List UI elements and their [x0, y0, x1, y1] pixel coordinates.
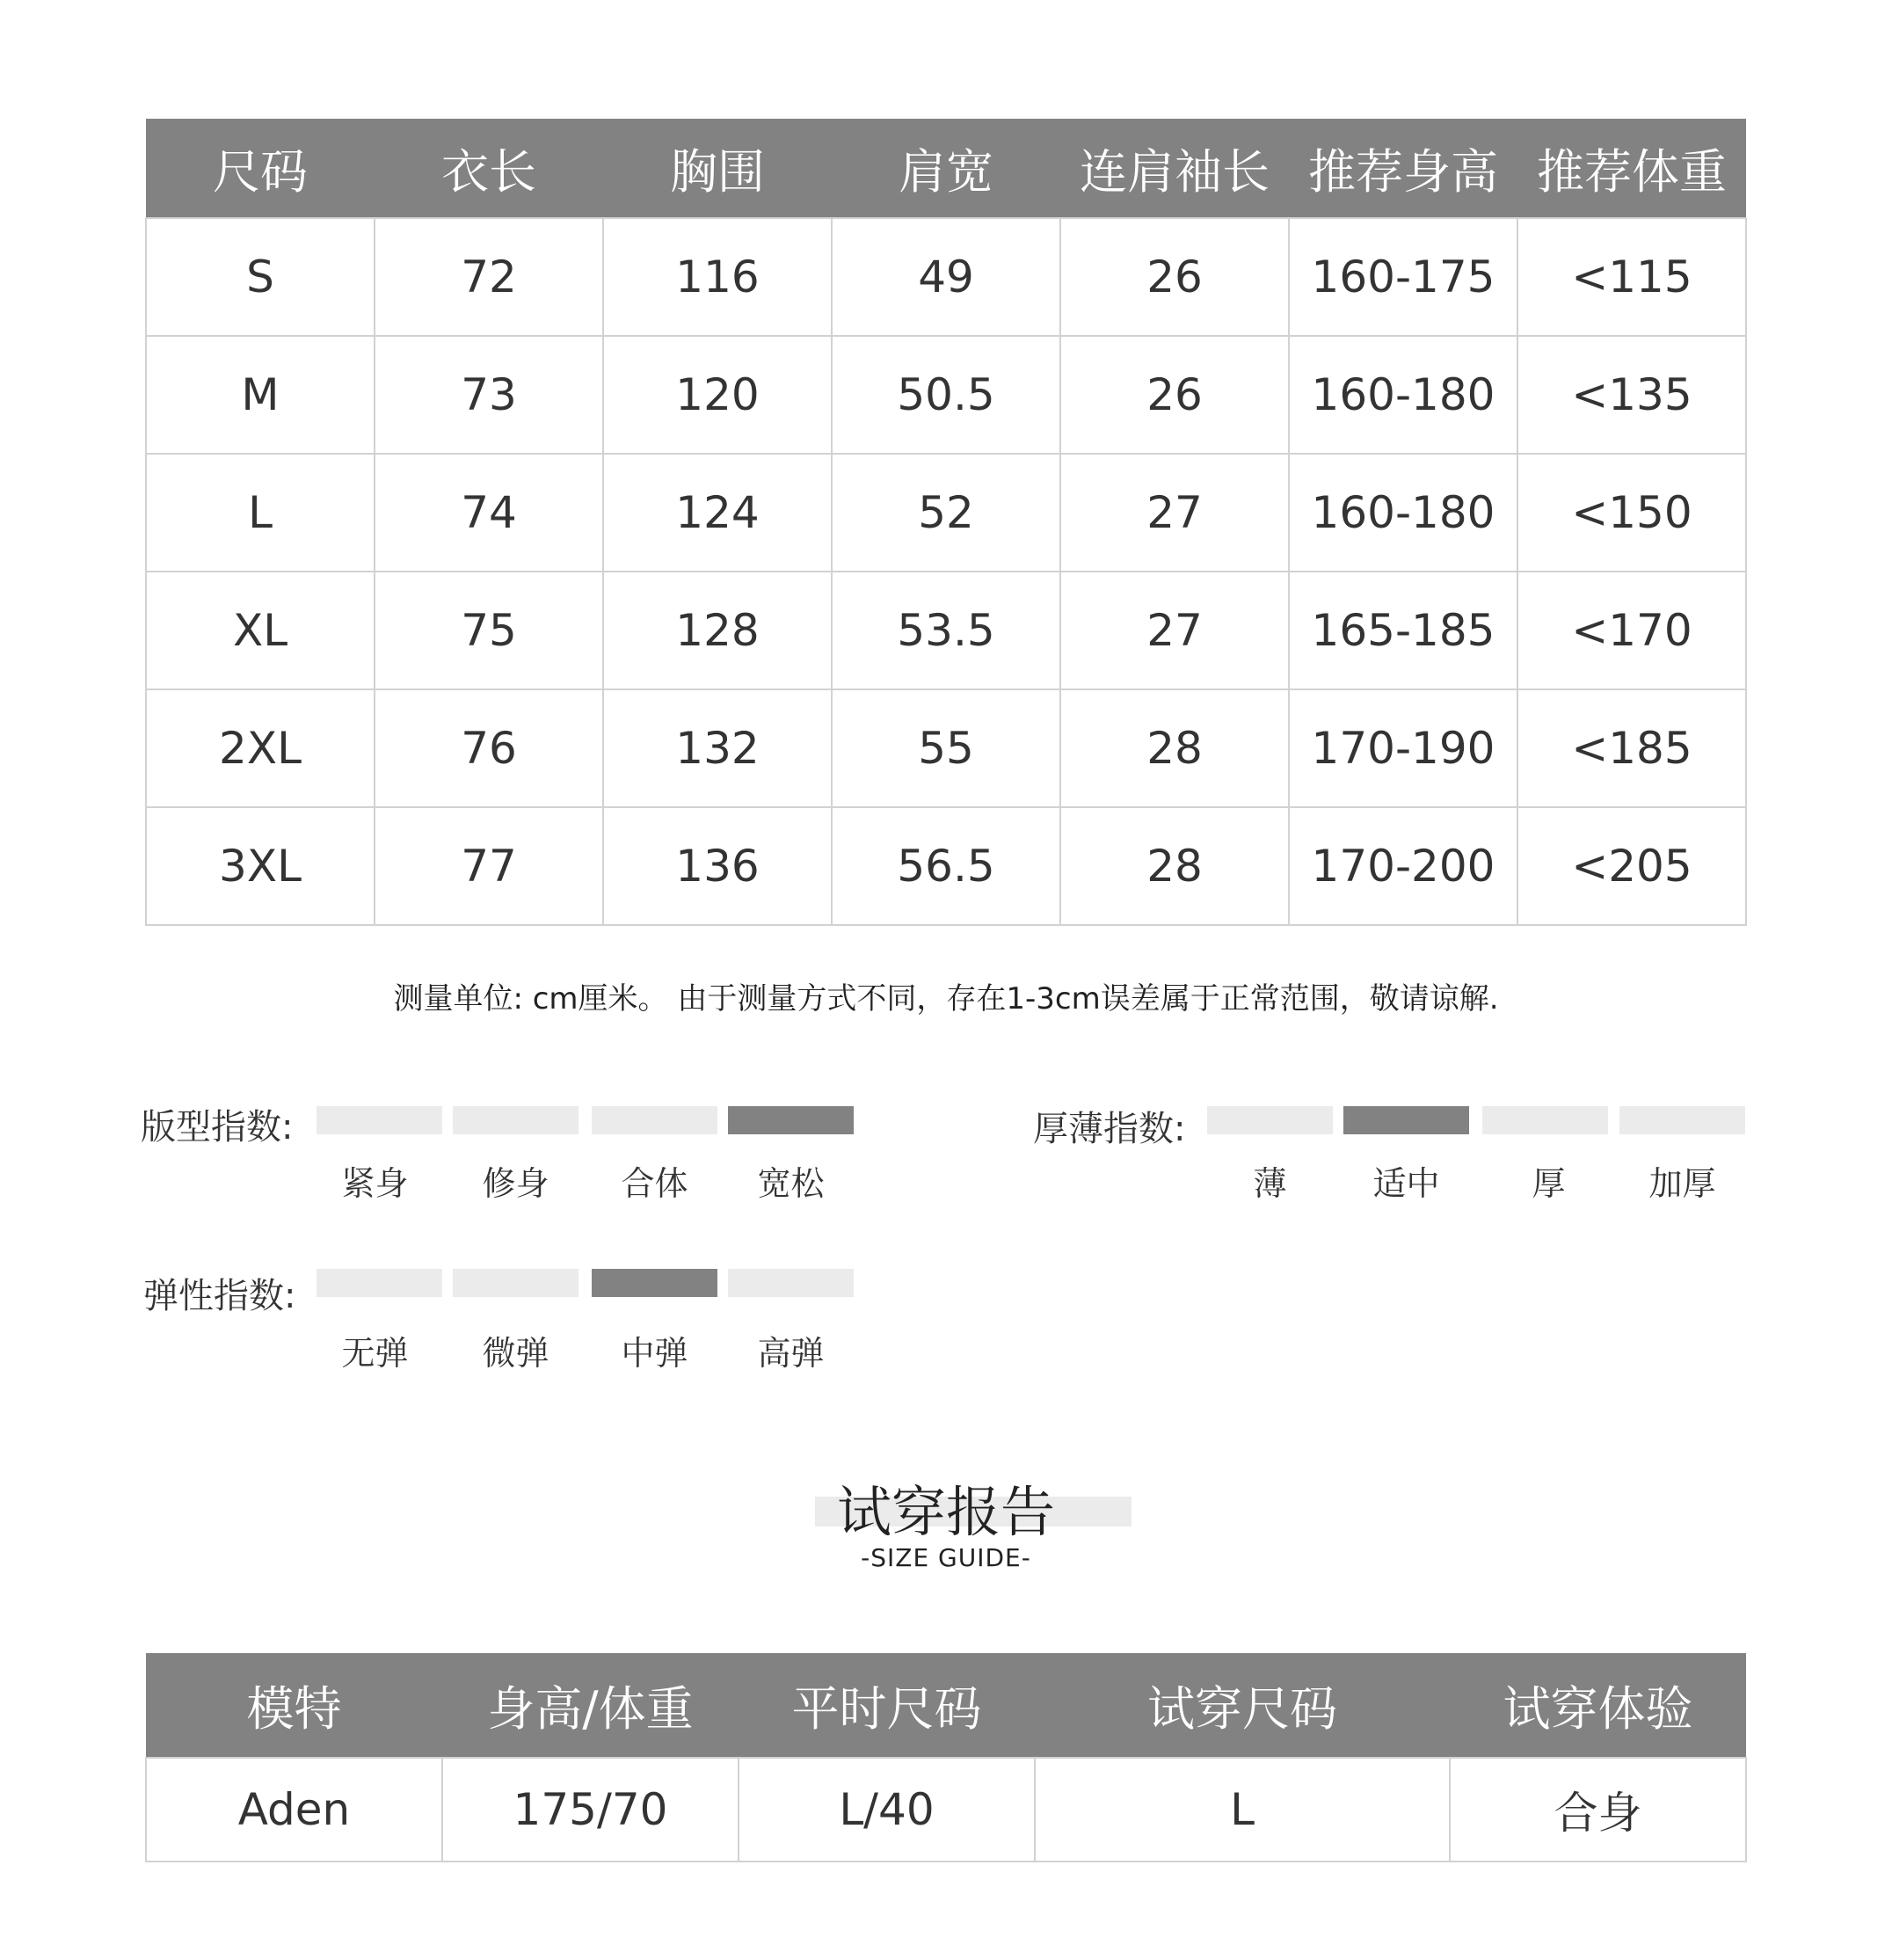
report-subtitle: -SIZE GUIDE- — [861, 1543, 1031, 1572]
thickness-bar-1 — [1343, 1106, 1469, 1134]
table-row — [146, 1758, 1746, 1862]
cell-usual-size: L/40 — [739, 1758, 1035, 1862]
fit-option-label: 合体 — [621, 1164, 688, 1203]
cell-size: 2XL — [146, 689, 375, 807]
elasticity-option-label: 高弹 — [757, 1334, 825, 1373]
cell-sleeve: 27 — [1060, 454, 1289, 572]
elasticity-index-label: 弹性指数: — [143, 1276, 296, 1316]
fit-bar-3 — [728, 1106, 854, 1134]
cell-shoulder: 55 — [832, 689, 1060, 807]
cell-shoulder: 53.5 — [832, 572, 1060, 689]
thickness-option-label: 加厚 — [1648, 1164, 1716, 1203]
header-rec-weight: 推荐体重 — [1517, 119, 1746, 218]
table-row — [146, 807, 1746, 925]
report-title: 试穿报告 — [836, 1480, 1055, 1544]
fit-option-label: 紧身 — [341, 1164, 409, 1203]
cell-size: M — [146, 336, 375, 454]
elasticity-bar-1 — [453, 1269, 579, 1297]
cell-sleeve: 26 — [1060, 336, 1289, 454]
elasticity-bar-3 — [728, 1269, 854, 1297]
cell-chest: 120 — [603, 336, 832, 454]
cell-length: 74 — [375, 454, 603, 572]
thickness-option-label: 厚 — [1532, 1164, 1566, 1203]
cell-rec-weight: <115 — [1517, 218, 1746, 336]
cell-rec-height: 165-185 — [1289, 572, 1517, 689]
cell-chest: 136 — [603, 807, 832, 925]
cell-model: Aden — [146, 1758, 442, 1862]
cell-height-weight: 175/70 — [442, 1758, 739, 1862]
cell-rec-height: 160-180 — [1289, 336, 1517, 454]
table-row — [146, 336, 1746, 454]
elasticity-option-label: 中弹 — [621, 1334, 688, 1373]
fit-bar-2 — [592, 1106, 717, 1134]
table-row — [146, 689, 1746, 807]
cell-size: L — [146, 454, 375, 572]
cell-tried-size: L — [1035, 1758, 1450, 1862]
cell-length: 73 — [375, 336, 603, 454]
cell-sleeve: 28 — [1060, 689, 1289, 807]
cell-rec-weight: <150 — [1517, 454, 1746, 572]
thickness-index-label: 厚薄指数: — [1033, 1109, 1186, 1149]
cell-rec-weight: <170 — [1517, 572, 1746, 689]
cell-size: S — [146, 218, 375, 336]
cell-sleeve: 27 — [1060, 572, 1289, 689]
cell-shoulder: 56.5 — [832, 807, 1060, 925]
elasticity-option-label: 无弹 — [341, 1334, 409, 1373]
cell-shoulder: 50.5 — [832, 336, 1060, 454]
size-table — [145, 119, 1747, 926]
fit-option-label: 修身 — [482, 1164, 549, 1203]
cell-chest: 132 — [603, 689, 832, 807]
cell-rec-height: 170-200 — [1289, 807, 1517, 925]
thickness-bar-3 — [1619, 1106, 1745, 1134]
thickness-bar-0 — [1207, 1106, 1333, 1134]
size-table-header-row — [146, 119, 1746, 218]
fitting-header-row — [146, 1653, 1746, 1758]
cell-experience: 合身 — [1450, 1758, 1746, 1862]
thickness-bar-2 — [1482, 1106, 1608, 1134]
elasticity-option-label: 微弹 — [482, 1334, 549, 1373]
cell-rec-height: 160-180 — [1289, 454, 1517, 572]
fit-bar-1 — [453, 1106, 579, 1134]
elasticity-bar-2 — [592, 1269, 717, 1297]
header-model: 模特 — [146, 1653, 442, 1758]
fit-option-label: 宽松 — [757, 1164, 825, 1203]
cell-shoulder: 49 — [832, 218, 1060, 336]
elasticity-bar-0 — [317, 1269, 442, 1297]
header-experience: 试穿体验 — [1450, 1653, 1746, 1758]
cell-rec-weight: <185 — [1517, 689, 1746, 807]
cell-size: 3XL — [146, 807, 375, 925]
header-rec-height: 推荐身高 — [1289, 119, 1517, 218]
table-row — [146, 454, 1746, 572]
header-size: 尺码 — [146, 119, 375, 218]
cell-sleeve: 28 — [1060, 807, 1289, 925]
fitting-report-table — [145, 1653, 1747, 1862]
cell-rec-weight: <135 — [1517, 336, 1746, 454]
cell-length: 72 — [375, 218, 603, 336]
header-shoulder: 肩宽 — [832, 119, 1060, 218]
measurement-note: 测量单位: cm厘米。 由于测量方式不同，存在1-3cm误差属于正常范围，敬请谅解. — [393, 981, 1499, 1016]
cell-rec-height: 160-175 — [1289, 218, 1517, 336]
table-row — [146, 572, 1746, 689]
cell-rec-height: 170-190 — [1289, 689, 1517, 807]
cell-length: 76 — [375, 689, 603, 807]
cell-length: 77 — [375, 807, 603, 925]
cell-rec-weight: <205 — [1517, 807, 1746, 925]
header-chest: 胸围 — [603, 119, 832, 218]
header-tried-size: 试穿尺码 — [1035, 1653, 1450, 1758]
cell-chest: 124 — [603, 454, 832, 572]
cell-chest: 116 — [603, 218, 832, 336]
cell-length: 75 — [375, 572, 603, 689]
header-length: 衣长 — [375, 119, 603, 218]
header-sleeve: 连肩袖长 — [1060, 119, 1289, 218]
fit-index-label: 版型指数: — [141, 1107, 294, 1148]
cell-sleeve: 26 — [1060, 218, 1289, 336]
header-height-weight: 身高/体重 — [442, 1653, 739, 1758]
thickness-option-label: 薄 — [1253, 1164, 1287, 1203]
cell-shoulder: 52 — [832, 454, 1060, 572]
table-row — [146, 218, 1746, 336]
cell-size: XL — [146, 572, 375, 689]
fit-bar-0 — [317, 1106, 442, 1134]
header-usual-size: 平时尺码 — [739, 1653, 1035, 1758]
thickness-option-label: 适中 — [1372, 1164, 1440, 1203]
cell-chest: 128 — [603, 572, 832, 689]
